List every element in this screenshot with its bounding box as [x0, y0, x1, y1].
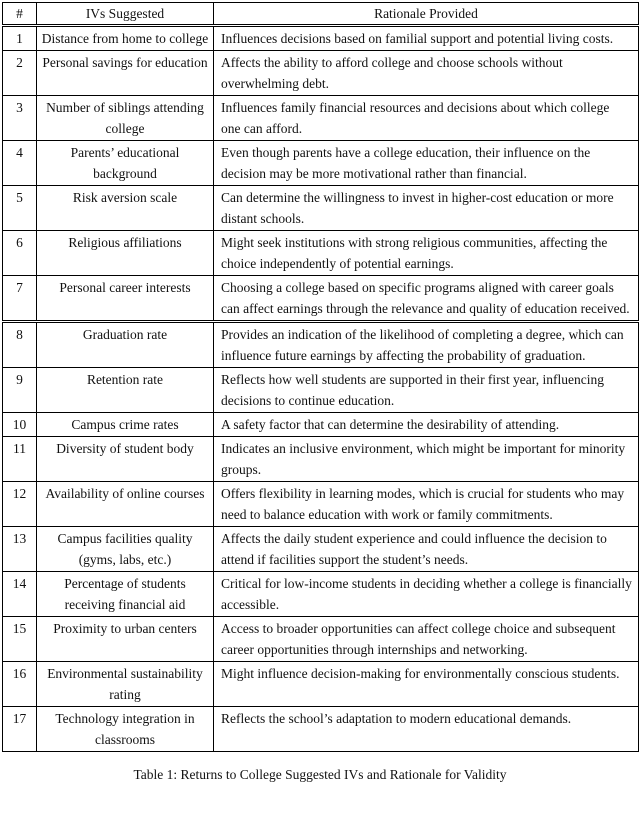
header-ivs-suggested: IVs Suggested: [37, 3, 214, 26]
iv-cell: Campus facilities quality (gyms, labs, etc.): [37, 527, 214, 572]
iv-cell: Campus crime rates: [37, 413, 214, 437]
table-body: [3, 26, 639, 752]
rationale-cell: A safety factor that can determine the desirability of attending.: [214, 413, 639, 437]
iv-cell: Environmental sustainability rating: [37, 662, 214, 707]
iv-rationale-table: [2, 2, 639, 752]
rationale-cell: Can determine the willingness to invest in higher-cost education or more distant schools.: [214, 186, 639, 231]
rationale-cell: Influences family financial resources and decisions about which college one can afford.: [214, 96, 639, 141]
row-number-cell: 6: [3, 231, 37, 276]
row-number-cell: 9: [3, 368, 37, 413]
table-row: [3, 368, 639, 413]
rationale-cell: Reflects the school’s adaptation to modern educational demands.: [214, 707, 639, 752]
rationale-cell: Critical for low-income students in deciding whether a college is financially accessible.: [214, 572, 639, 617]
iv-cell: Availability of online courses: [37, 482, 214, 527]
rationale-cell: Might seek institutions with strong religious communities, affecting the choice independently of potential earnings.: [214, 231, 639, 276]
table-header: [3, 3, 639, 26]
iv-cell: Percentage of students receiving financial aid: [37, 572, 214, 617]
iv-cell: Risk aversion scale: [37, 186, 214, 231]
iv-cell: Number of siblings attending college: [37, 96, 214, 141]
table-row: [3, 141, 639, 186]
row-number-cell: 4: [3, 141, 37, 186]
rationale-cell: Offers flexibility in learning modes, which is crucial for students who may need to balance education with work or family commitments.: [214, 482, 639, 527]
table-row: [3, 617, 639, 662]
iv-cell: Personal savings for education: [37, 51, 214, 96]
table-row: [3, 26, 639, 51]
table-row: [3, 707, 639, 752]
table-row: [3, 231, 639, 276]
rationale-cell: Even though parents have a college education, their influence on the decision may be more motivational rather than financial.: [214, 141, 639, 186]
row-number-cell: 12: [3, 482, 37, 527]
row-number-cell: 11: [3, 437, 37, 482]
rationale-cell: Reflects how well students are supported in their first year, influencing decisions to continue education.: [214, 368, 639, 413]
row-number-cell: 8: [3, 322, 37, 368]
iv-cell: Distance from home to college: [37, 26, 214, 51]
iv-cell: Parents’ educational background: [37, 141, 214, 186]
row-number-cell: 5: [3, 186, 37, 231]
iv-cell: Retention rate: [37, 368, 214, 413]
rationale-cell: Influences decisions based on familial support and potential living costs.: [214, 26, 639, 51]
rationale-cell: Indicates an inclusive environment, which might be important for minority groups.: [214, 437, 639, 482]
iv-cell: Proximity to urban centers: [37, 617, 214, 662]
rationale-cell: Might influence decision-making for environmentally conscious students.: [214, 662, 639, 707]
iv-cell: Personal career interests: [37, 276, 214, 322]
table-row: [3, 527, 639, 572]
rationale-cell: Affects the daily student experience and could influence the decision to attend if facilities support the student’s needs.: [214, 527, 639, 572]
table-caption: Table 1: Returns to College Suggested IVs and Rationale for Validity: [133, 767, 507, 782]
row-number-cell: 1: [3, 26, 37, 51]
row-number-cell: 15: [3, 617, 37, 662]
table-row: [3, 662, 639, 707]
rationale-cell: Access to broader opportunities can affect college choice and subsequent career opportunities through internships and networking.: [214, 617, 639, 662]
rationale-cell: Affects the ability to afford college and choose schools without overwhelming debt.: [214, 51, 639, 96]
table-row: [3, 572, 639, 617]
table-row: [3, 96, 639, 141]
iv-cell: Graduation rate: [37, 322, 214, 368]
iv-cell: Technology integration in classrooms: [37, 707, 214, 752]
header-rationale-provided: Rationale Provided: [214, 3, 639, 26]
iv-cell: Diversity of student body: [37, 437, 214, 482]
header-number: #: [3, 3, 37, 26]
iv-cell: Religious affiliations: [37, 231, 214, 276]
row-number-cell: 17: [3, 707, 37, 752]
table-row: [3, 322, 639, 368]
header-row: [3, 3, 639, 26]
table-row: [3, 482, 639, 527]
table-row: [3, 276, 639, 322]
row-number-cell: 2: [3, 51, 37, 96]
row-number-cell: 10: [3, 413, 37, 437]
row-number-cell: 7: [3, 276, 37, 322]
table-row: [3, 51, 639, 96]
row-number-cell: 16: [3, 662, 37, 707]
row-number-cell: 13: [3, 527, 37, 572]
row-number-cell: 14: [3, 572, 37, 617]
table-row: [3, 413, 639, 437]
rationale-cell: Choosing a college based on specific programs aligned with career goals can affect earnings through the relevance and quality of education received.: [214, 276, 639, 322]
table-row: [3, 437, 639, 482]
rationale-cell: Provides an indication of the likelihood of completing a degree, which can influence future earnings by affecting the probability of graduation.: [214, 322, 639, 368]
table-row: [3, 186, 639, 231]
row-number-cell: 3: [3, 96, 37, 141]
